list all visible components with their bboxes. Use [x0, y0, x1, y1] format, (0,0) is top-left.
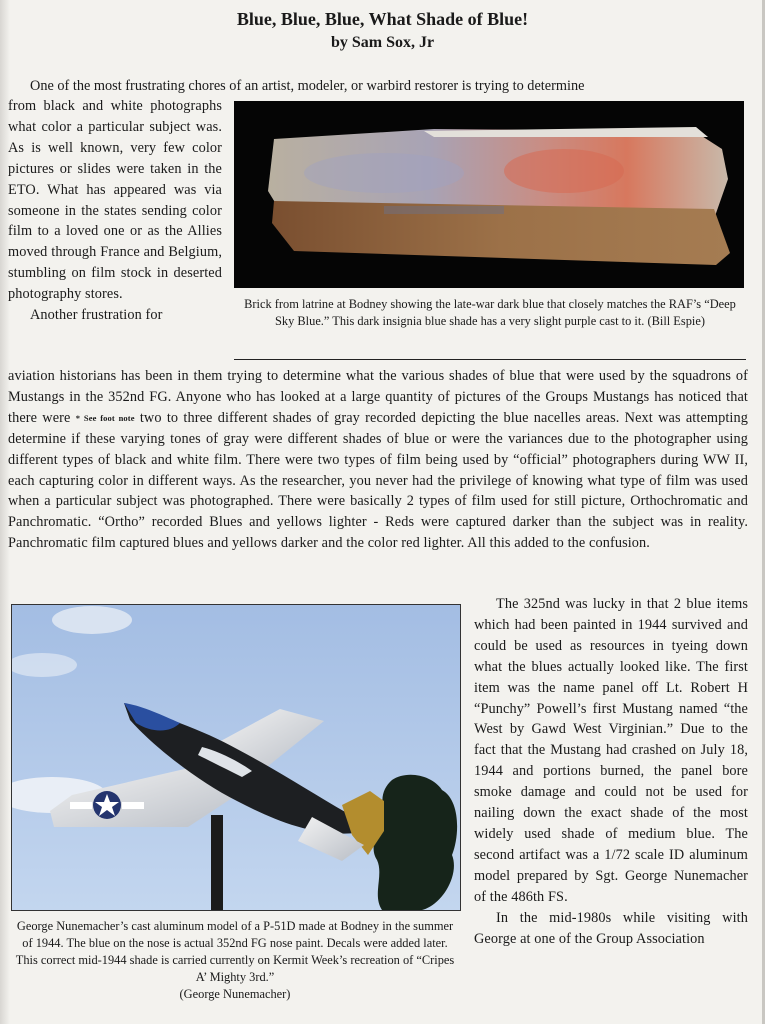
- right-column-paragraph-1: The 325nd was lucky in that 2 blue items which had been painted in 1944 survived and could be used as resources in tyeing down what the blues actually looked like. The first item was the name panel off Lt. Robert H “Punchy” Powell’s first Mustang named “the West by Gawd West Virginian.” Due to the fact that the Mustang had crashed on July 18, 1944 and portions burned, the panel bore smoke damage and could not be used for nailing down the exact shade of the most widely used shade of medium blue. The second artifact was a 1/72 scale ID aluminum model prepared by Sgt. George Nunemacher of the 486th FS.: [474, 596, 748, 905]
- body-text-part1: aviation historians has been in them trying to determine what the various shades of blue that were used by the squadrons of Mustangs in the 352nd FG. Anyone who has looked at a large quantity of pictures of the Groups Mustangs has noticed that there were: [8, 368, 748, 426]
- plane-caption-text: George Nunemacher’s cast aluminum model of a P-51D made at Bodney in the summer of 1944. The blue on the nose is actual 352nd FG nose paint. Decals were added later. This correct mid-1944 shade is carried currently on Kermit Week’s recreation of “Cripes A’ Mighty 3rd.”: [15, 919, 455, 984]
- full-width-text: [8, 366, 748, 554]
- brick-photo-caption: Brick from latrine at Bodney showing the late-war dark blue that closely matches the RAF’s “Deep Sky Blue.” This dark insignia blue shade has a very slight purple cast to it. (Bill Espie): [244, 297, 736, 328]
- body-text-part2: two to three different shades of gray recorded depicting the blue nacelles areas. Next was attempting determine if these varying tones of gray were different shades of blue or were the variances due to the photographer using different types of black and white film. There were two types of film being used by “official” photographers during WW II, each capturing color in different ways. As the researcher, you never had the privilege of knowing what type of film was used when a particular subject was photographed. There were basically 2 types of film used for still picture, Orthochromatic and Panchromatic. “Ortho” recorded Blues and yellows lighter - Reds were captured darker than the subject was in reality. Panchromatic film captured blues and yellows darker and the color red lighter. All this added to the confusion.: [8, 409, 748, 552]
- body-paragraph: [8, 366, 748, 554]
- article-title: Blue, Blue, Blue, What Shade of Blue!: [236, 9, 529, 29]
- lead-line: One of the most frustrating chores of an artist, modeler, or warbird restorer is trying to determine: [30, 78, 585, 94]
- plane-photo-caption: [12, 918, 458, 1003]
- left-column-paragraph: from black and white photographs what color a particular subject was. As is well known, very few color pictures or slides were taken in the ETO. What has appeared was via someone in the states sending color film to a loved one or as the Allies moved through France and Belgium, stumbling on film stock in deserted photography stores.: [8, 98, 222, 303]
- another-frustration-line: Another frustration for: [30, 307, 163, 324]
- plane-model-photo: [11, 604, 461, 911]
- plane-illustration: [12, 605, 460, 910]
- brick-illustration: [234, 101, 744, 288]
- plane-caption-credit: (George Nunemacher): [179, 987, 291, 1001]
- caption-divider: [234, 359, 746, 360]
- brick-photo: [234, 101, 744, 288]
- right-column-text: [474, 594, 748, 949]
- left-column-text: [8, 96, 222, 326]
- footnote-reference: * See foot note: [75, 412, 135, 423]
- right-column-paragraph-2: In the mid-1980s while visiting with George at one of the Group Association: [474, 909, 748, 947]
- article-byline: by Sam Sox, Jr: [330, 34, 435, 51]
